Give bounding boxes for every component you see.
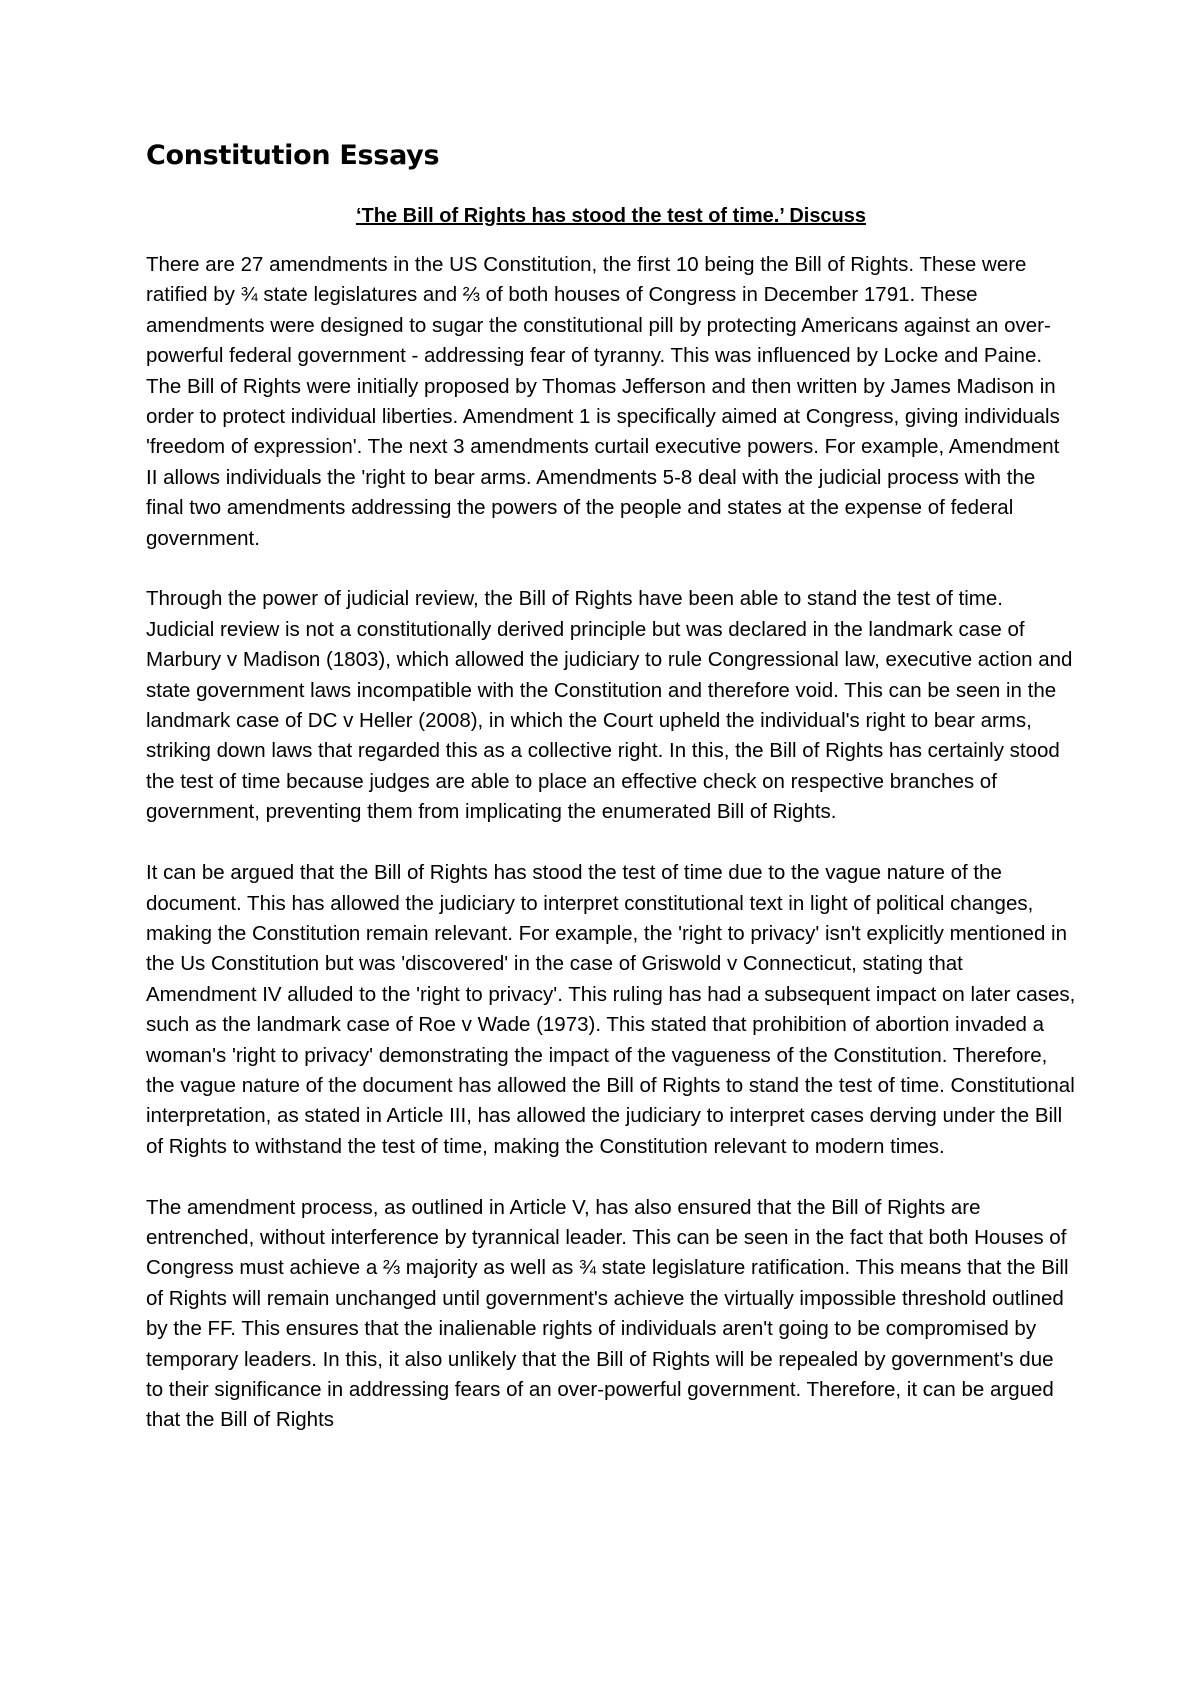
essay-question: ‘The Bill of Rights has stood the test of time.’ Discuss bbox=[355, 205, 867, 227]
paragraph-judicial-review: Through the power of judicial review, the Bill of Rights have been able to stand the test of time. Judicial review is not a constitutionally derived principle but was declared in the landmark case of Marbury v Madison (1803), which allowed the judiciary to rule Congressional law, executive action and state government laws incompatible with the Constitution and therefore void. This can be seen in the landmark case of DC v Heller (2008), in which the Court upheld the individual's right to bear arms, striking down laws that regarded this as a collective right. In this, the Bill of Rights has certainly stood the test of time because judges are able to place an effective check on respective branches of government, preventing them from implicating the enumerated Bill of Rights. bbox=[146, 587, 1073, 824]
paragraph-amendment-process: The amendment process, as outlined in Article V, has also ensured that the Bill of Rights are entrenched, without interference by tyrannical leader. This can be seen in the fact that both Houses of Congress must achieve a ⅔ majority as well as ¾ state legislature ratification. This means that the Bill of Rights will remain unchanged until government's achieve the virtually impossible threshold outlined by the FF. This ensures that the inalienable rights of individuals aren't going to be compromised by temporary leaders. In this, it also unlikely that the Bill of Rights will be repealed by government's due to their significance in addressing fears of an over-powerful government. Therefore, it can be argued that the Bill of Rights bbox=[146, 1195, 1069, 1432]
paragraph-intro: There are 27 amendments in the US Constitution, the first 10 being the Bill of Rights. These were ratified by ¾ state legislatures and ⅔ of both houses of Congress in December 1791. These amendments were designed to sugar the constitutional pill by protecting Americans against an over-powerful federal government - addressing fear of tyranny. This was influenced by Locke and Paine. The Bill of Rights were initially proposed by Thomas Jefferson and then written by James Madison in order to protect individual liberties. Amendment 1 is specifically aimed at Congress, giving individuals 'freedom of expression'. The next 3 amendments curtail executive powers. For example, Amendment II allows individuals the 'right to bear arms. Amendments 5-8 deal with the judicial process with the final two amendments addressing the powers of the people and states at the expense of federal government. bbox=[146, 253, 1060, 550]
document-title: Constitution Essays bbox=[146, 140, 440, 171]
document-body bbox=[146, 140, 1076, 1466]
paragraph-vague-nature: It can be argued that the Bill of Rights has stood the test of time due to the vague nature of the document. This has allowed the judiciary to interpret constitutional text in light of political changes, making the Constitution remain relevant. For example, the 'right to privacy' isn't explicitly mentioned in the Us Constitution but was 'discovered' in the case of Griswold v Connecticut, stating that Amendment IV alluded to the 'right to privacy'. This ruling has had a subsequent impact on later cases, such as the landmark case of Roe v Wade (1973). This stated that prohibition of abortion invaded a woman's 'right to privacy' demonstrating the impact of the vagueness of the Constitution. Therefore, the vague nature of the document has allowed the Bill of Rights to stand the test of time. Constitutional interpretation, as stated in Article III, has allowed the judiciary to interpret cases derving under the Bill of Rights to withstand the test of time, making the Constitution relevant to modern times. bbox=[146, 861, 1076, 1158]
